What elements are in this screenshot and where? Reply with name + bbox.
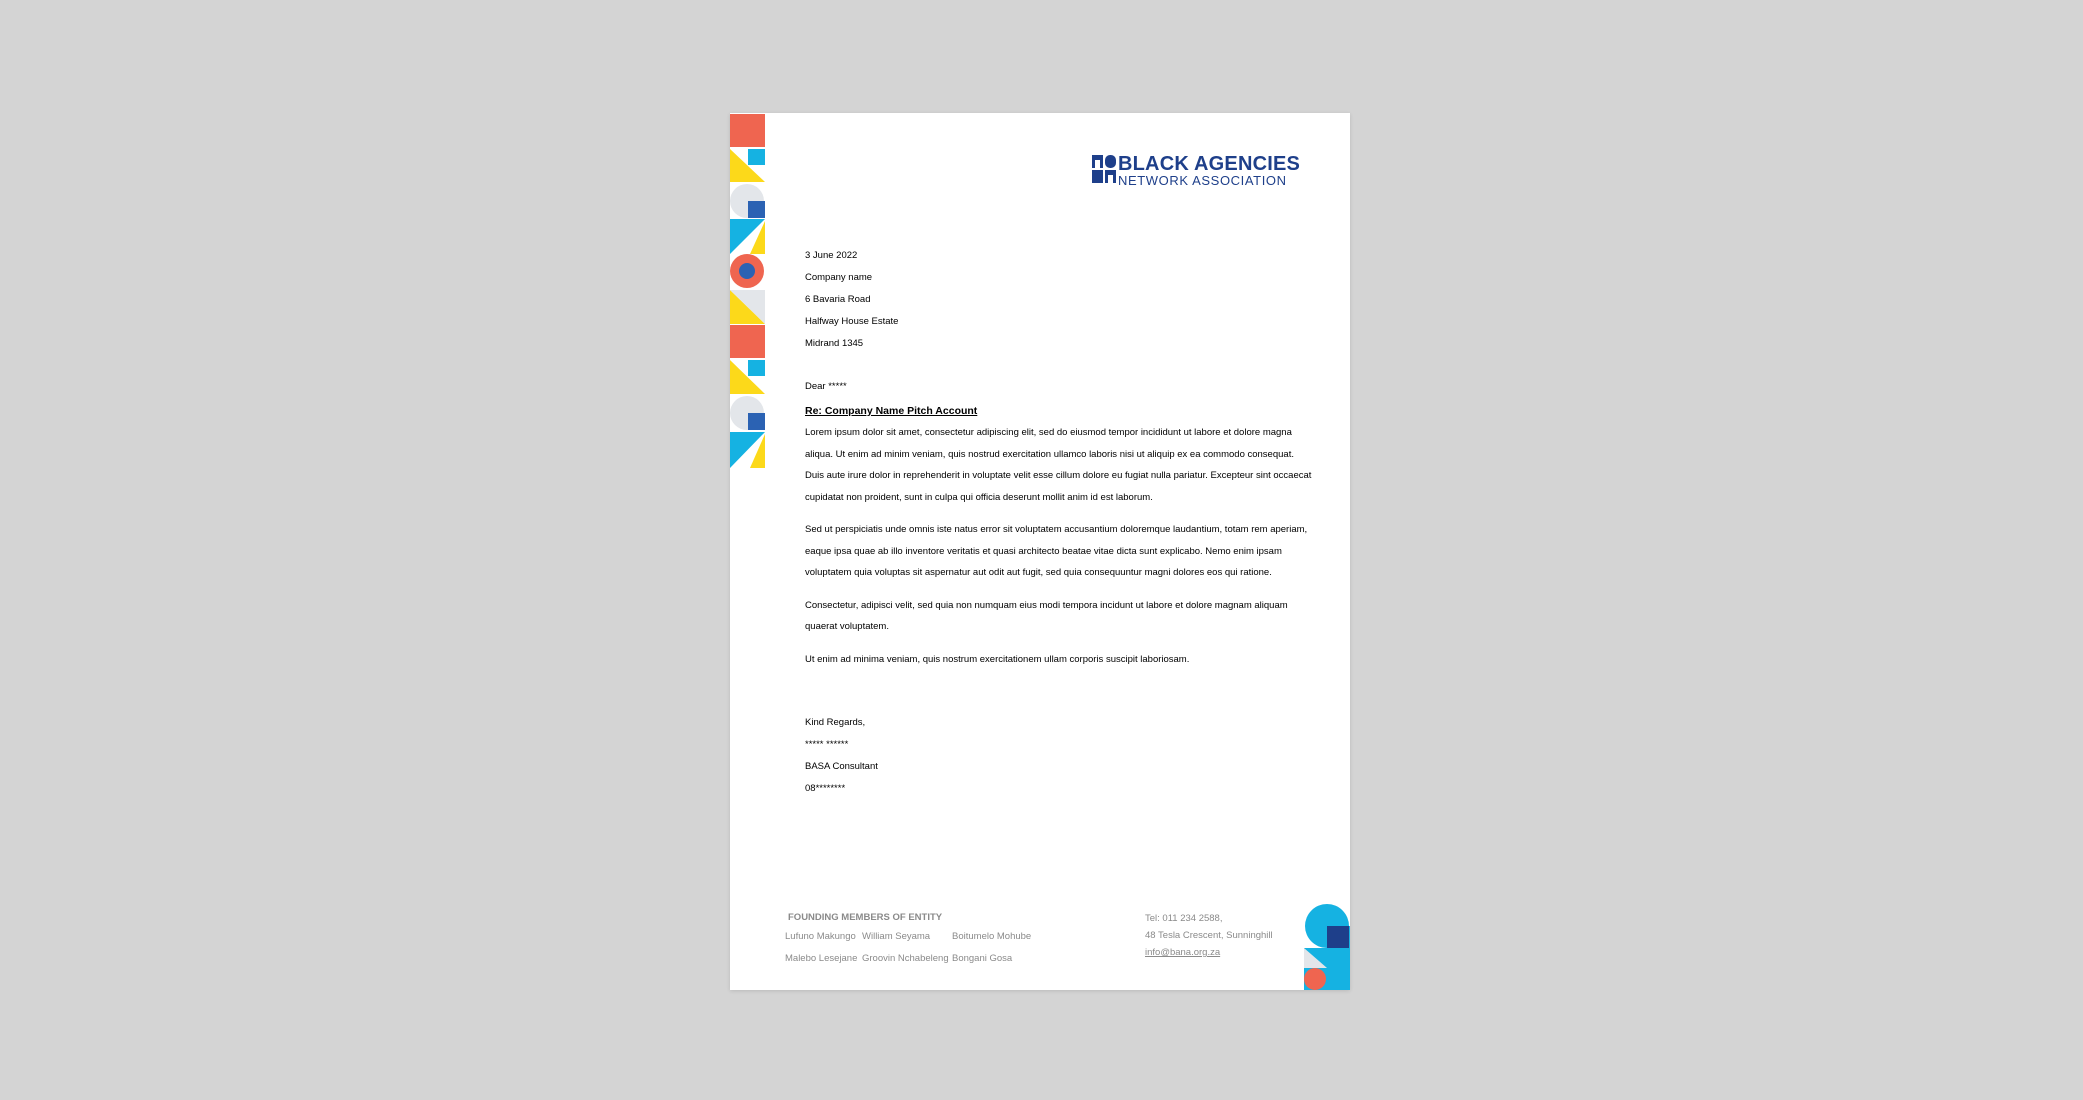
paragraph-line: eaque ipsa quae ab illo inventore veritatis et quasi architecto beatae vitae dicta sunt explicabo. Nemo enim ipsam — [805, 545, 1282, 557]
letter-body — [805, 245, 1315, 800]
paragraph-line: aliqua. Ut enim ad minim veniam, quis nostrud exercitation ullamco laboris nisi ut aliquip ex ea commodo consequat. — [805, 448, 1294, 460]
salutation: Dear ***** — [805, 381, 847, 392]
signature-name: ***** ****** — [805, 739, 849, 750]
founding-member: Groovin Nchabeleng — [862, 953, 949, 964]
contact-email-link[interactable]: info@bana.org.za — [1145, 947, 1221, 958]
paragraph-2 — [805, 519, 1315, 584]
founding-member: Boitumelo Mohube — [952, 931, 1032, 942]
paragraph-line: Consectetur, adipisci velit, sed quia non numquam eius modi tempora incidunt ut labore et dolore magnam aliquam — [805, 599, 1288, 611]
recipient-city: Midrand 1345 — [805, 338, 864, 349]
paragraph-1 — [805, 422, 1315, 508]
letter-date: 3 June 2022 — [805, 250, 858, 261]
basa-logo — [1092, 154, 1314, 186]
recipient-street: 6 Bavaria Road — [805, 294, 871, 305]
contact-block — [1145, 910, 1273, 961]
founding-member: Lufuno Makungo — [785, 931, 856, 942]
paragraph-line: Lorem ipsum dolor sit amet, consectetur adipiscing elit, sed do eiusmod tempor incididunt ut labore et dolore magna — [805, 427, 1292, 438]
founding-members-block — [785, 912, 1042, 966]
logo-wordmark-top: BLACK AGENCIES — [1118, 153, 1301, 175]
signature-title: BASA Consultant — [805, 761, 878, 772]
paragraph-4 — [805, 649, 1315, 671]
paragraph-line: voluptatem quia voluptas sit aspernatur aut odit aut fugit, sed quia consequuntur magni dolores eos qui ratione. — [805, 567, 1272, 578]
contact-tel: Tel: 011 234 2588, — [1145, 913, 1223, 924]
founding-members-title: FOUNDING MEMBERS OF ENTITY — [788, 912, 943, 923]
founding-member: William Seyama — [862, 931, 931, 942]
founding-member: Bongani Gosa — [952, 953, 1013, 964]
signature-phone: 08******** — [805, 783, 846, 794]
paragraph-3 — [805, 595, 1315, 638]
paragraph-line: Ut enim ad minima veniam, quis nostrum exercitationem ullam corporis suscipit laboriosam. — [805, 653, 1190, 665]
logo-wordmark-bottom: NETWORK ASSOCIATION — [1118, 173, 1287, 188]
corner-pattern — [1304, 904, 1350, 990]
geometric-pattern-strip — [730, 114, 765, 468]
recipient-estate: Halfway House Estate — [805, 316, 899, 327]
recipient-company: Company name — [805, 272, 873, 283]
signature-block — [805, 712, 1315, 800]
letterhead-page — [730, 113, 1350, 990]
paragraph-line: Duis aute irure dolor in reprehenderit in voluptate velit esse cillum dolore eu fugiat nulla pariatur. Excepteur sint occaecat — [805, 470, 1312, 481]
paragraph-line: cupidatat non proident, sunt in culpa qui officia deserunt mollit anim id est laborum. — [805, 491, 1153, 503]
contact-address: 48 Tesla Crescent, Sunninghill — [1145, 930, 1273, 941]
paragraph-line: Sed ut perspiciatis unde omnis iste natus error sit voluptatem accusantium doloremque laudantium, totam rem aperiam, — [805, 524, 1308, 535]
logo-mark-icon — [1092, 155, 1116, 185]
closing-line: Kind Regards, — [805, 717, 866, 728]
subject-line: Re: Company Name Pitch Account — [805, 405, 978, 417]
founding-member: Malebo Lesejane — [785, 953, 858, 964]
paragraph-line: quaerat voluptatem. — [805, 621, 889, 632]
